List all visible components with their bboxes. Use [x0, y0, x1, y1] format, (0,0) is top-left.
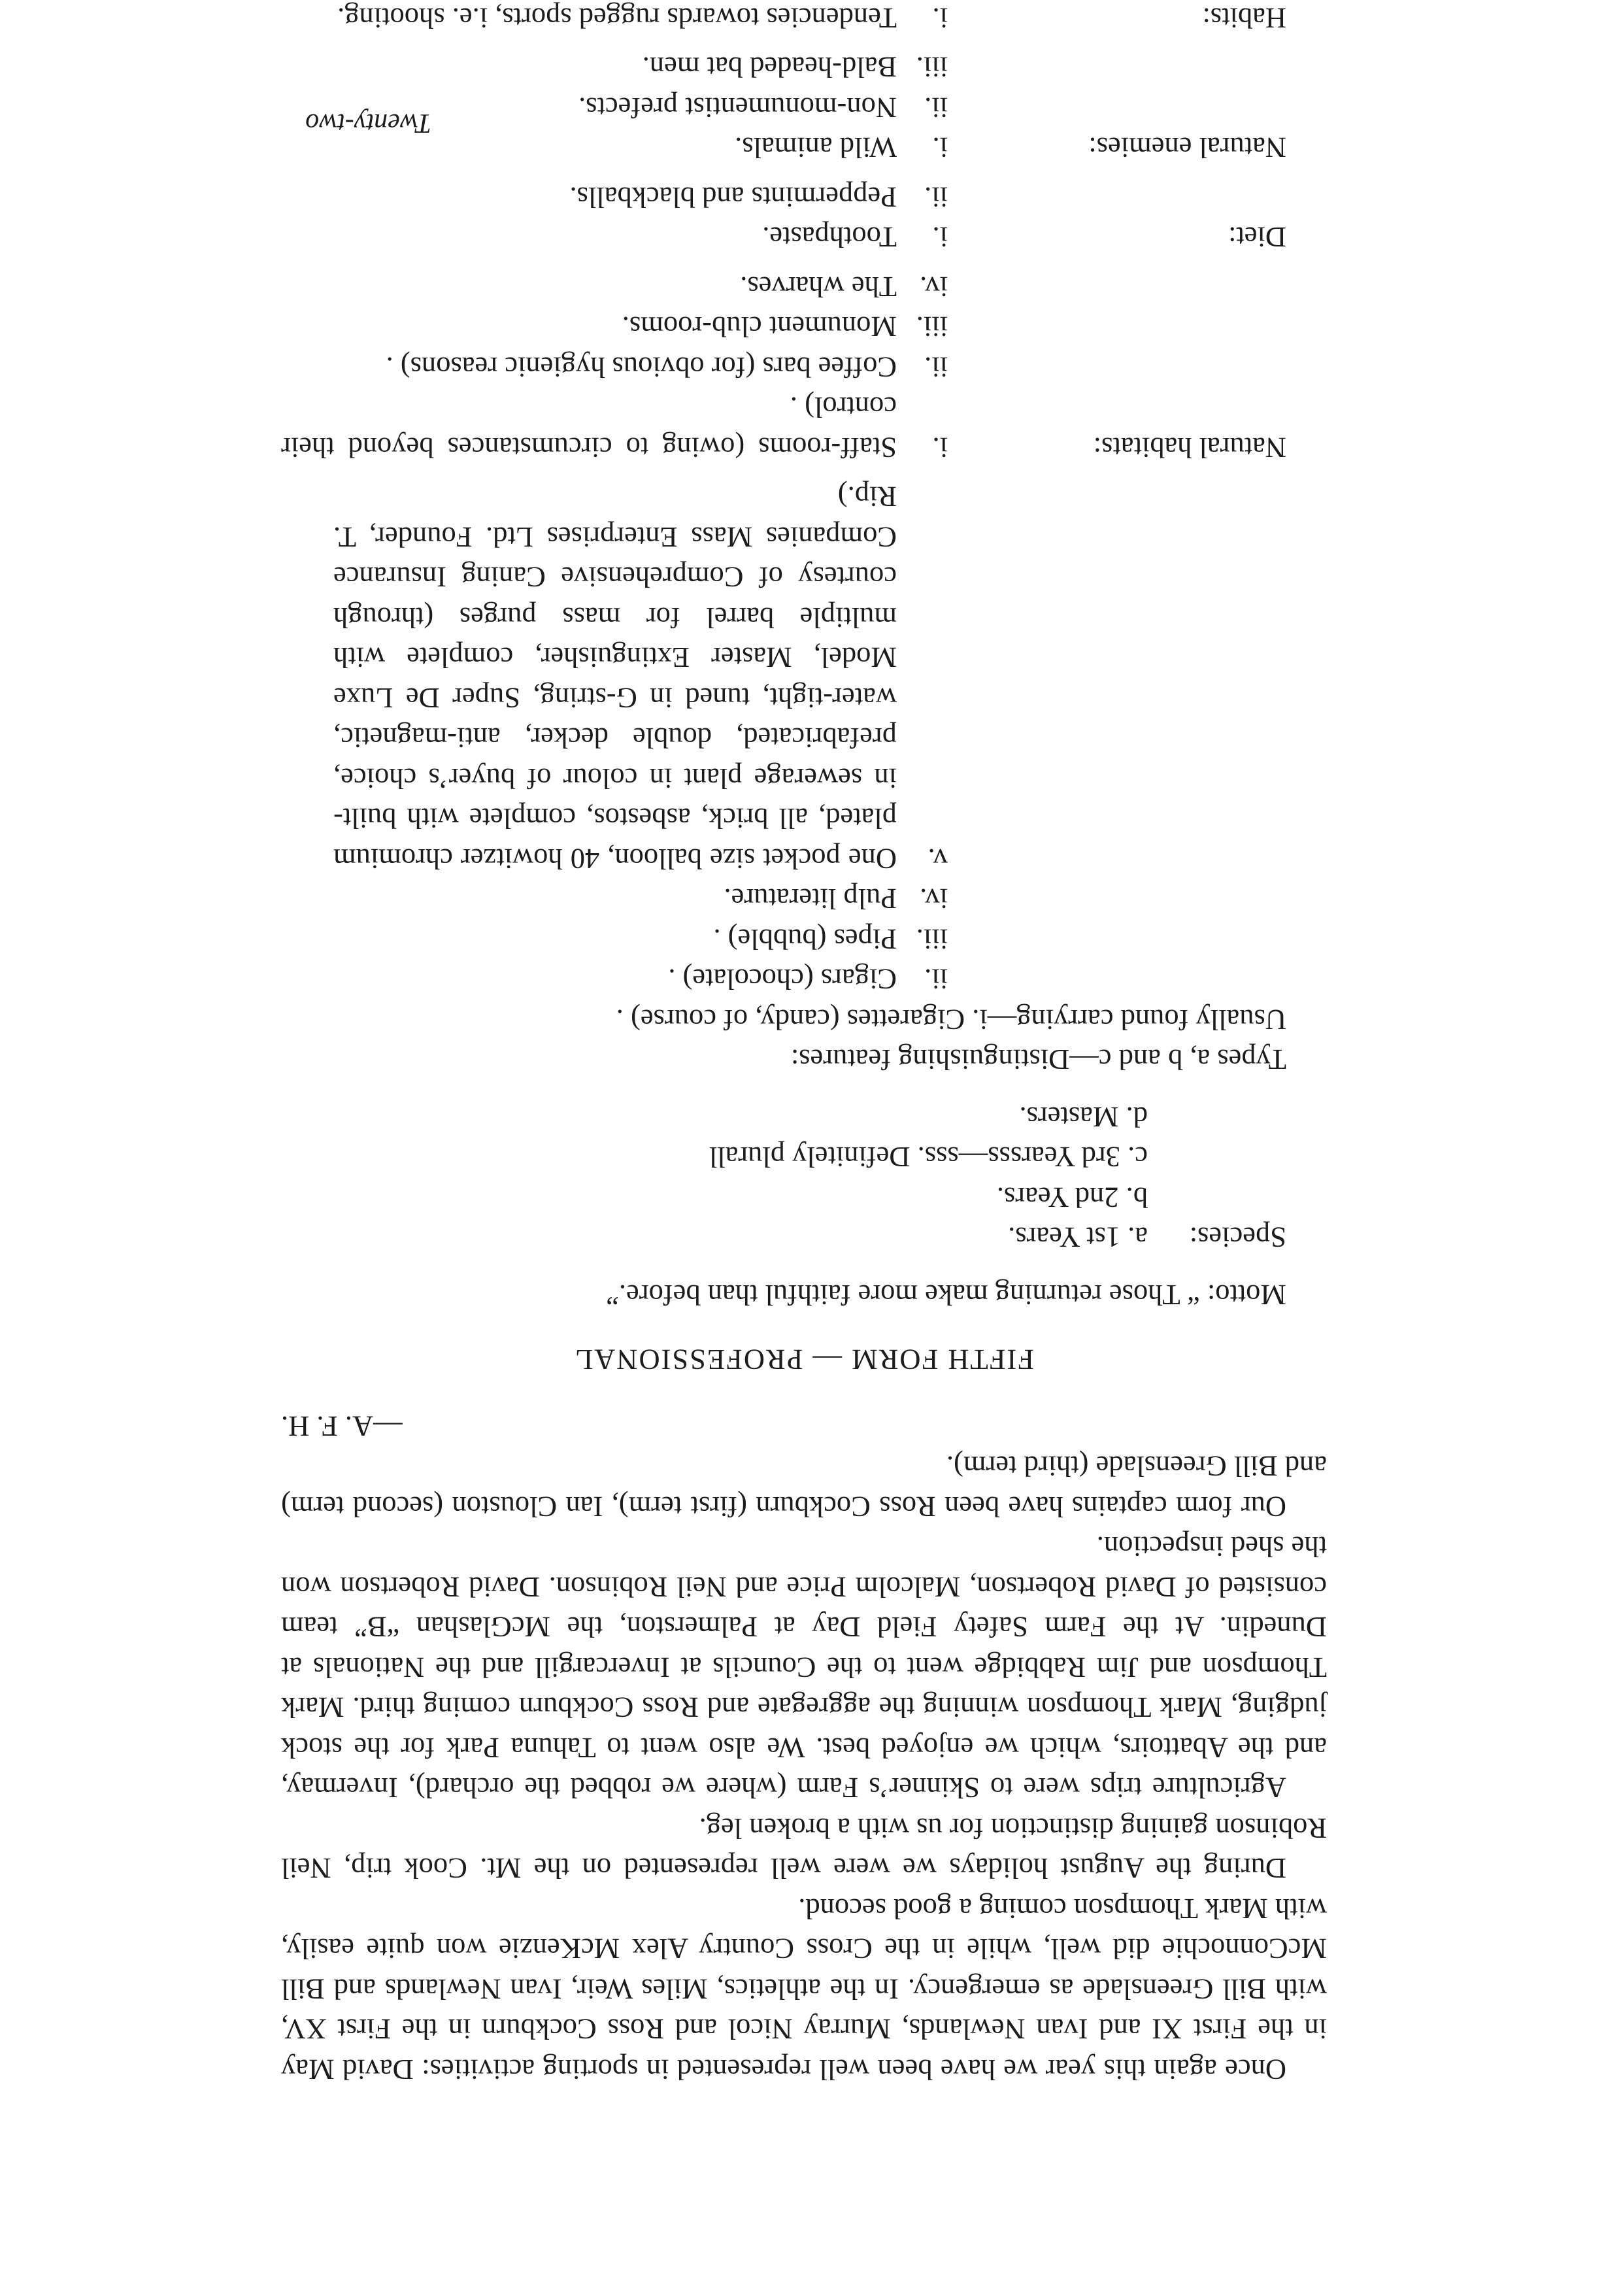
list-number: i.	[932, 2, 948, 35]
list-text: Cigars (chocolate) .	[668, 963, 897, 996]
list-item	[281, 177, 948, 218]
list-item	[281, 387, 948, 467]
list-number: iv.	[920, 883, 948, 916]
paragraph: Once again this year we have been well represented in sporting activities: David May in the First XI and Ivan Newlands, Murray Nicol and Ross Cockburn in the First XV, with Bill Greenslade as emergency. In the athletics, Miles Weir, Ivan Newlands and Bill McConnochie did well, while in the Cross Country Alex McKenzie won quite easily, with Mark Thompson coming a good second.	[281, 1893, 1327, 2086]
page-number: Twenty-two	[305, 108, 431, 138]
list-text: Peppermints and blackballs.	[569, 181, 897, 214]
paragraph: Agriculture trips were to Skinner’s Farm (where we robbed the orchard), Invermay, and the Abattoirs, which we enjoyed best. We also went to Tahuna Park for the stock judging, Mark Thompson winning the aggregate and Ross Cockburn coming third. Mark Thompson and Jim Rabbidge went to the Councils at Invercargill and the Nationals at Dunedin. At the Farm Safety Field Day at Palmerston, the McGlashan “B” team consisted of David Robertson, Malcolm Price and Neil Robinson. David Robertson won the shed inspection.	[281, 1530, 1327, 1805]
carrying-label: Usually found carrying—i. Cigarettes (candy, of course) .	[616, 1004, 1286, 1036]
list-text: Tendencies towards rugged sports, i.e. shooting.	[337, 2, 897, 35]
list-item	[281, 217, 948, 258]
species-block	[281, 1097, 1327, 1258]
species-label: Species:	[1189, 1221, 1286, 1255]
habitats-block	[281, 267, 1327, 468]
list-number: v.	[927, 843, 948, 875]
list-item	[281, 0, 948, 38]
paragraph: Our form captains have been Ross Cockburn (first term), Ian Clouston (second term) and Bill Greenslade (third term).	[281, 1450, 1327, 1523]
carrying-list	[333, 477, 948, 1000]
list-number: iv.	[920, 271, 948, 303]
list-item	[333, 879, 948, 919]
signature: —A. F. H.	[281, 1410, 403, 1443]
list-number: i.	[932, 131, 948, 165]
list-text: Staff-rooms (owing to circumstances beyond their control) .	[281, 391, 897, 464]
enemies-label: Natural enemies:	[1088, 131, 1286, 165]
list-item	[333, 477, 948, 879]
habitats-label: Natural habitats:	[1093, 431, 1286, 464]
list-number: iii.	[916, 923, 948, 956]
list-text: Wild animals.	[735, 131, 897, 165]
list-text: One pocket size balloon, 40 howitzer chromium plated, all brick, asbestos, complete with built-in sewerage plant in colour of buyer’s choice, prefabricated, double decker, anti-magnetic, water-tight, tuned in G-string, Super De Luxe Model, Master Extinguisher, complete with multiple barrel for mass purges (through courtesy of Comprehensive Caning Insurance Companies Mass Enterprises Ltd. Founder, T. Rip.)	[333, 481, 897, 875]
paragraph: During the August holidays we were well represented on the Mt. Cook trip, Neil Robinson gaining distinction for us with a broken leg.	[281, 1812, 1327, 1885]
page-content	[281, 0, 1327, 2089]
species-item: d. Masters.	[1019, 1101, 1148, 1134]
list-number: i.	[932, 431, 948, 464]
species-item: b. 2nd Years.	[996, 1181, 1148, 1214]
list-item	[281, 347, 948, 388]
list-item	[333, 919, 948, 960]
enemies-block	[281, 47, 1327, 168]
list-number: ii.	[924, 963, 948, 996]
list-number: iii.	[916, 51, 948, 84]
list-item	[333, 959, 948, 1000]
list-text: Monument club-rooms.	[622, 311, 897, 344]
list-text: Toothpaste.	[762, 221, 897, 254]
list-text: Coffee bars (for obvious hygienic reasons) .	[386, 351, 897, 384]
section-heading: FIFTH FORM — PROFESSIONAL	[573, 1343, 1035, 1377]
habits-block	[281, 0, 1327, 38]
types-line: Types a, b and c—Distinguishing features:	[790, 1043, 1286, 1077]
list-number: i.	[932, 221, 948, 254]
diet-label: Diet:	[1228, 221, 1286, 254]
list-text: Pipes (bubble) .	[713, 923, 897, 956]
list-number: ii.	[924, 92, 948, 124]
list-item	[281, 47, 948, 88]
list-number: ii.	[924, 181, 948, 214]
species-item: c. 3rd Yearsss—sss. Definitely plurall	[709, 1141, 1148, 1174]
habits-label: Habits:	[1202, 2, 1286, 35]
motto: Motto: “ Those returning make more faithful than before.”	[606, 1279, 1286, 1311]
diet-block	[281, 177, 1327, 258]
list-text: Bald-headed bat men.	[642, 51, 897, 84]
list-number: ii.	[924, 351, 948, 384]
list-text: Pulp literature.	[724, 883, 897, 916]
list-text: Non-monumentist prefects.	[578, 92, 897, 124]
list-text: The wharves.	[740, 271, 897, 303]
list-item	[281, 267, 948, 307]
list-item	[281, 307, 948, 347]
species-item: a. 1st Years.	[1008, 1221, 1148, 1255]
list-number: iii.	[916, 311, 948, 344]
